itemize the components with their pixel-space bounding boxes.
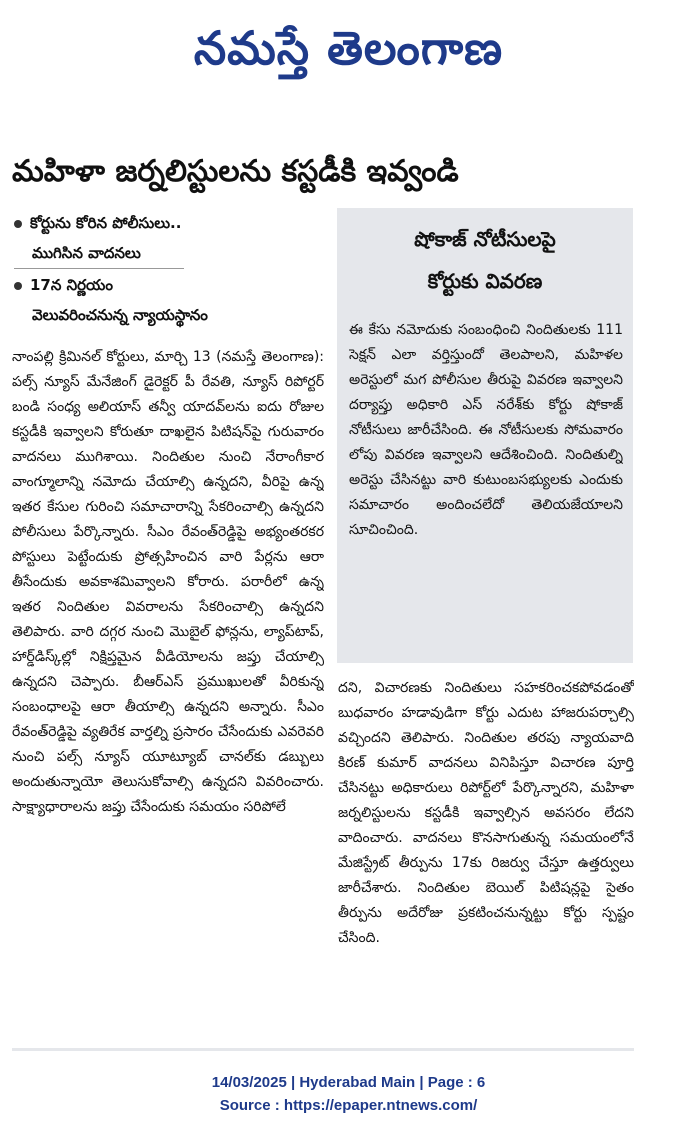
bullet-divider: [14, 268, 184, 269]
footer-date-edition: 14/03/2025 | Hyderabad Main | Page : 6: [211, 1074, 486, 1091]
sidebar-heading-line1: షోకాజ్ నోటీసులపై: [414, 227, 556, 251]
bullet-1-line1: కోర్టును కోరిన పోలీసులు..: [30, 214, 182, 232]
sidebar-body: [349, 318, 623, 653]
footer-source-link[interactable]: Source : https://epaper.ntnews.com/: [219, 1097, 478, 1114]
article-headline: మహిళా జర్నలిస్టులను కస్టడీకి ఇవ్వండి: [12, 154, 459, 189]
bullet-icon: [14, 220, 22, 228]
bullet-2-line1: 17న నిర్ణయం: [30, 276, 113, 294]
article-left-column: [12, 345, 324, 1035]
footer-divider: [12, 1048, 634, 1051]
masthead-logo: నమస్తే తెలంగాణ: [193, 21, 504, 75]
article-right-column: [338, 676, 634, 1036]
bullet-icon: [14, 282, 22, 290]
sidebar-body-text: ఈ కేసు నమోదుకు సంబంధించి నిందితులకు 111 సెక్షన్ ఎలా వర్తిస్తుందో తెలపాలని, మహిళల అరెస్టులో మగ పోలీసుల తీరుపై వివరణ ఇవ్వాలని దర్యాప్తు అధికారి ఎస్ నరేశ్‌కు కోర్టు షోకాజ్ నోటీసులు జారీచేసింది. ఈ నోటీసులకు సోమవారం లోపు వివరణ ఇవ్వాలని ఆదేశించింది. నిందితుల్ని అరెస్టు చేసినట్టు వారి కుటుంబసభ్యులకు ఎందుకు సమాచారం అందించలేదో తెలియజేయాలని సూచించింది.: [349, 322, 623, 538]
right-column-text: దని, విచారణకు నిందితులు సహకరించకపోవడంతో బుధవారం హడావుడిగా కోర్టు ఎదుట హాజరుపర్చాల్సి వచ్చిందని తెలిపారు. నిందితుల తరపు న్యాయవాది కిరణ్ కుమార్ వాదనలు వినిపిస్తూ విచారణ పూర్తి చేసినట్టు అధికారులు రిపోర్ట్‌లో పేర్కొన్నారని, మహిళా జర్నలిస్టులను కస్టడీకి ఇవ్వాల్సిన అవసరం లేదని వాదించారు. వాదనలు కొనసాగుతున్న సమయంలోనే మేజిస్ట్రేట్ తీర్పును 17కు రిజర్వు చేస్తూ ఉత్తర్వులు జారీచేశారు. నిందితుల బెయిల్ పిటిషన్లపై సైతం తీర్పును అదేరోజు ప్రకటించనున్నట్టు కోర్టు స్పష్టం చేసింది.: [338, 680, 634, 946]
bullet-2-line2: వెలువరించనున్న న్యాయస్థానం: [32, 306, 208, 324]
subheading-bullet-2: [14, 270, 324, 330]
bullet-1-line2: ముగిసిన వాదనలు: [32, 244, 141, 262]
left-column-text: నాంపల్లి క్రిమినల్ కోర్టులు, మార్చి 13 (నమస్తే తెలంగాణ): పల్స్ న్యూస్ మేనేజింగ్ డైరెక్టర్ పీ రేవతి, న్యూస్ రిపోర్టర్ బండి సంధ్య అలియాస్ తన్వీ యాదవ్‌లను ఐదు రోజుల కస్టడీకి ఇవ్వాలని కోరుతూ దాఖలైన పిటిషన్‌పై గురువారం వాదనలు ముగిశాయి. నిందితుల నుంచి నేరాంగీకార వాంగ్మూలాన్ని నమోదు చేయాల్సి ఉన్నదని, వీరిపై ఉన్న ఇతర కేసుల గురించి సమాచారాన్ని సేకరించాల్సి ఉన్నదని పోలీసులు పేర్కొన్నారు. సీఎం రేవంత్‌రెడ్డిపై అభ్యంతరకర పోస్టులు పెట్టేందుకు ప్రోత్సహించిన వారి పేర్లను ఆరా తీసేందుకు అవకాశమివ్వాలని కోరారు. పరారీలో ఉన్న ఇతర నిందితుల వివరాలను సేకరించాల్సి ఉన్నదని తెలిపారు. వారి దగ్గర నుంచి మొబైల్ ఫోన్లను, ల్యాప్‌టాప్, హార్డ్‌డిస్క్‌ల్లో నిక్షిప్తమైన వీడియోలను జప్తు చేయాల్సి ఉన్నదని చెప్పారు. బీఆర్‌ఎస్ ప్రముఖులతో వీరికున్న సంబంధాలపై ఆరా తీయాల్సి ఉన్నదని అన్నారు. సీఎం రేవంత్‌రెడ్డిపై వ్యతిరేక వార్తల్ని ప్రసారం చేసేందుకు ఎవరెవరి నుంచి పల్స్ న్యూస్ యూట్యూబ్ చానల్‌కు డబ్బులు అందుతున్నాయో తెలుసుకోవాల్సి ఉన్నదని వివరించారు. సాక్ష్యాధారాలను జప్తు చేసేందుకు సమయం సరిపోలే: [12, 349, 324, 815]
sidebar-heading: [337, 218, 633, 308]
sidebar-heading-line2: కోర్టుకు వివరణ: [427, 269, 543, 293]
subheading-bullet-1: [14, 208, 324, 268]
